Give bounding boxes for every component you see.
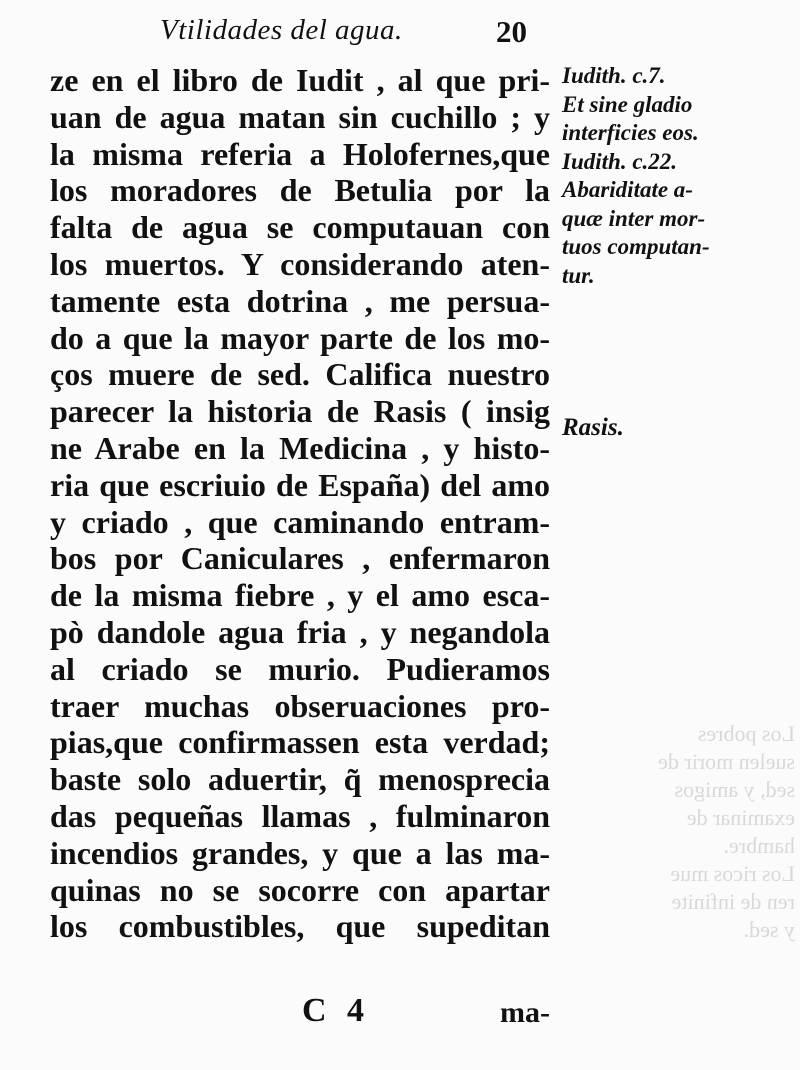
text-line: do a que la mayor parte de los mo- — [50, 319, 550, 356]
text-line: ne Arabe en la Medicina , y histo- — [50, 429, 550, 466]
text-line: baste solo aduertir, q̃ menospreciа — [50, 761, 550, 798]
text-line: falta de agua se computauan con — [50, 209, 550, 246]
marginal-note — [562, 62, 762, 290]
text-line: das pequeñas llamas , fulminaron — [50, 797, 550, 834]
text-line: al criado se murio. Pudieramos — [50, 650, 550, 687]
marginal-note-line: Iudith. c.22. — [562, 148, 678, 174]
running-head: Vtilidades del agua. — [160, 14, 403, 46]
text-line: y criado , que caminando entram- — [50, 503, 550, 540]
marginal-note-line: Et sine gladio — [562, 91, 693, 117]
marginal-note-rasis: Rasis. — [562, 414, 624, 441]
text-line: tamente esta dotrina , me persua- — [50, 282, 550, 319]
marginal-note-line: quæ inter mor- — [562, 205, 706, 231]
text-line: los moradores de Betulia por la — [50, 172, 550, 209]
marginal-note-line: Abariditate a- — [562, 177, 693, 202]
text-line: traer muchas obseruaciones pro- — [50, 687, 550, 724]
text-line: incendios grandes, y que a las ma- — [50, 834, 550, 871]
text-line: pias,que confirmassen esta verdad; — [50, 724, 550, 761]
text-line: ria que escriuio de España) del amo — [50, 466, 550, 503]
text-line: los muertos. Y considerando aten- — [50, 245, 550, 282]
text-line: ze en el libro de Iudit , al que pri- — [50, 62, 550, 98]
text-line: bos por Caniculares , enfermaron — [50, 540, 550, 577]
show-through-text: Los pobres suelen morir de sed, y amigos examinar de hambre. Los ricos mue ren de infinite y sed. — [658, 721, 795, 942]
text-line: ços muere de sed. Califica nuestro — [50, 356, 550, 393]
text-line: pò dandole agua fria , y negandola — [50, 613, 550, 650]
signature-mark: C 4 — [302, 992, 371, 1029]
marginal-note-line: tur. — [562, 262, 595, 288]
main-text-block — [50, 62, 550, 945]
text-line: parecer la historia de Rasis ( insig — [50, 393, 550, 430]
page-number: 20 — [496, 14, 527, 49]
text-line: quinas no se socorre con apartar — [50, 871, 550, 908]
text-line: uan de agua matan sin cuchillo ; y — [50, 98, 550, 135]
text-line: los combustibles, que supeditan — [50, 908, 550, 945]
text-line: de la misma fiebre , y el amo esca- — [50, 577, 550, 614]
marginal-note-line: Iudith. c.7. — [562, 63, 666, 88]
catchword: ma- — [500, 996, 550, 1029]
text-line: la misma referia a Holofernes,que — [50, 135, 550, 172]
marginal-note-line: interficies eos. — [562, 120, 699, 145]
marginal-note-line: tuos computan- — [562, 234, 710, 259]
